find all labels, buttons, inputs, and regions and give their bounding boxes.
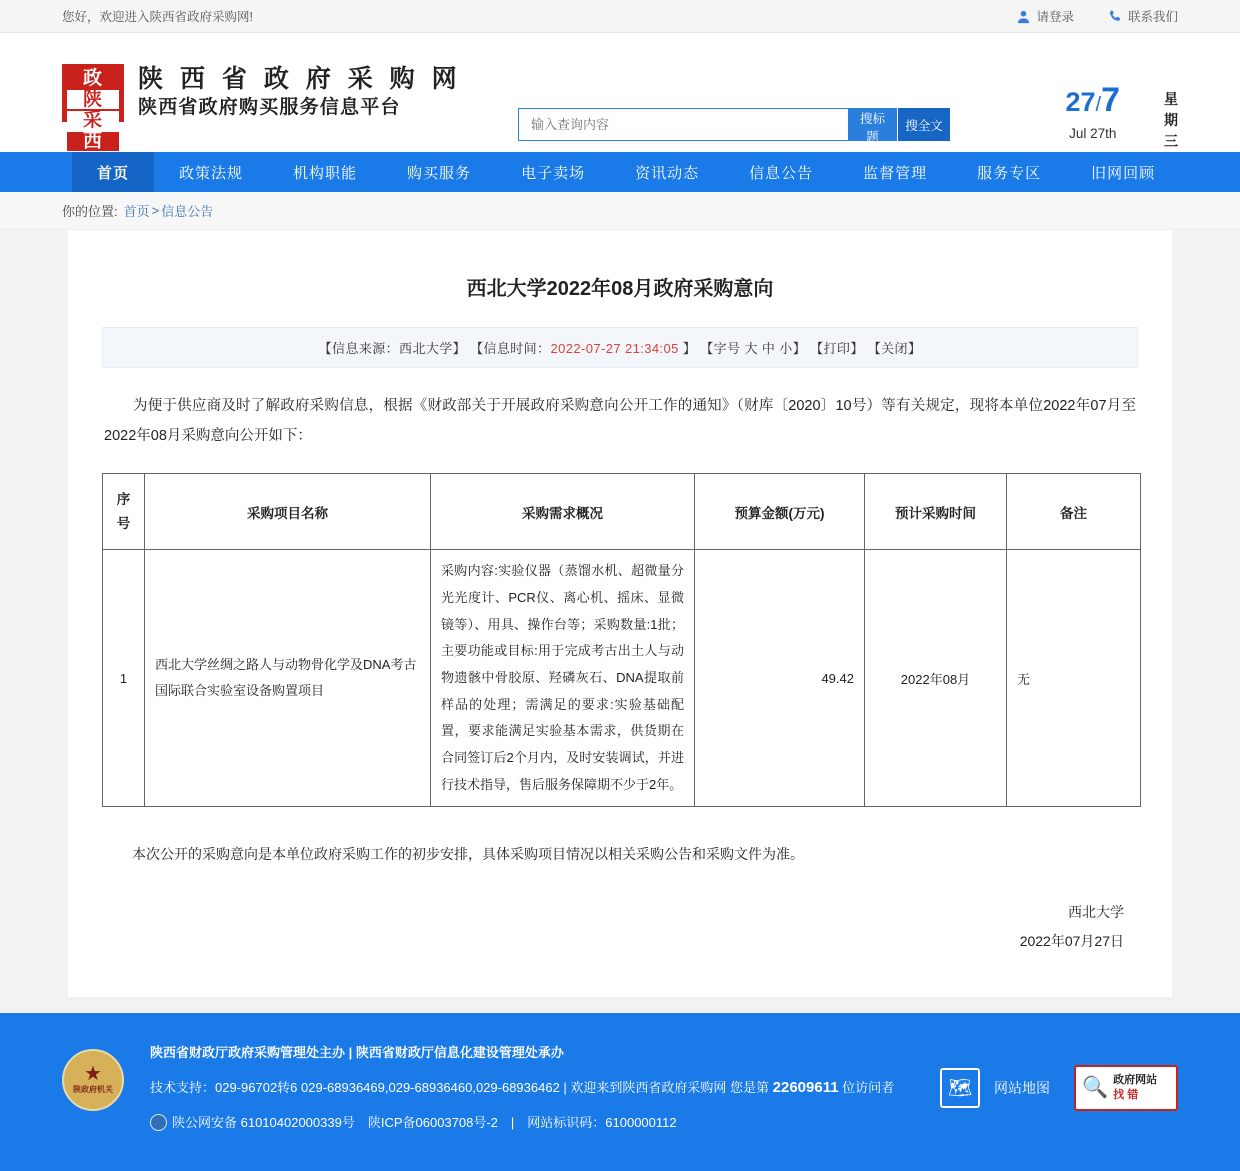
meta-fontsize-label: 【字号	[700, 341, 741, 356]
login-label: 请登录	[1036, 10, 1074, 24]
weekday-line3: 三	[1164, 133, 1178, 149]
emblem-star-icon: ★	[84, 1063, 102, 1086]
site-footer	[0, 1013, 1240, 1171]
date-month: 7	[1101, 81, 1120, 119]
search-input[interactable]	[518, 108, 848, 141]
top-bar	[0, 0, 1240, 33]
government-emblem-icon	[62, 1049, 124, 1111]
meta-source: 【信息来源：西北大学】	[318, 341, 467, 356]
fontsize-small-button[interactable]: 小	[779, 341, 793, 356]
meta-time-close: 】	[682, 341, 697, 356]
table-row	[103, 550, 1141, 807]
site-logo[interactable]	[62, 64, 462, 152]
print-button[interactable]: 【打印】	[810, 341, 864, 356]
visitor-count: 22609611	[772, 1079, 839, 1097]
logo-text	[138, 64, 462, 121]
col-header-expected-time: 预计采购时间	[865, 474, 1007, 550]
close-button[interactable]: 【关闭】	[867, 341, 922, 356]
date-day: 27	[1065, 87, 1096, 117]
col-header-project-name: 采购项目名称	[145, 474, 431, 550]
procurement-table	[102, 473, 1141, 807]
date-separator: /	[1095, 94, 1102, 116]
report-error-badge[interactable]	[1074, 1065, 1178, 1111]
cell-requirement: 采购内容:实验仪器（蒸馏水机、超微量分光光度计、PCR仪、离心机、摇床、显微镜等）、用具、操作台等；采购数量:1批；主要功能或目标:用于完成考古出土人与动物遗骸中骨胶原、羟磷灰石、DNA提取前样品的处理；需满足的要求:实验基础配置，要求能满足实验基本需求，供货期在合同签订后2个月内，及时安装调试，并进行技术指导，售后服务保障期不少于2年。	[431, 550, 695, 807]
emblem-text: 陕政府机关	[73, 1085, 113, 1095]
nav-item-purchase-service[interactable]: 购买服务	[407, 164, 472, 182]
badge-text	[1113, 1073, 1157, 1103]
nav-item-policy[interactable]: 政策法规	[179, 164, 244, 182]
map-icon[interactable]: 🗺	[940, 1068, 980, 1108]
breadcrumb-current[interactable]: 信息公告	[161, 204, 214, 219]
footer-support-prefix: 技术支持：029-96702转6 029-68936469,029-68936460,029-68936462 | 欢迎来到陕西省政府采购网 您是第	[150, 1080, 773, 1096]
nav-item-emarket[interactable]: 电子卖场	[521, 164, 586, 182]
breadcrumb-label: 你的位置:	[62, 204, 118, 219]
breadcrumb-separator: >	[151, 203, 160, 218]
cell-project-name: 西北大学丝绸之路人与动物骨化学及DNA考古国际联合实验室设备购置项目	[145, 550, 431, 807]
main-nav	[0, 152, 1240, 192]
fontsize-medium-button[interactable]: 中	[761, 341, 776, 356]
nav-item-functions[interactable]: 机构职能	[293, 164, 358, 182]
article-closing: 本次公开的采购意向是本单位政府采购工作的初步安排，具体采购项目情况以相关采购公告和采购文件为准。	[132, 846, 804, 863]
logo-mark-icon	[62, 64, 124, 152]
site-title-line2: 陕西省政府购买服务信息平台	[138, 97, 401, 119]
footer-support-suffix: 位访问者	[838, 1080, 895, 1096]
footer-text-block	[150, 1043, 914, 1148]
date-display	[1065, 83, 1120, 141]
article-meta	[102, 327, 1138, 368]
badge-line2: 找 错	[1113, 1088, 1139, 1101]
phone-icon	[1108, 9, 1123, 24]
nav-item-announcements[interactable]: 信息公告	[749, 164, 814, 182]
table-header-row	[103, 474, 1141, 550]
footer-line-organizer: 陕西省财政厅政府采购管理处主办 | 陕西省财政厅信息化建设管理处承办	[150, 1044, 564, 1060]
login-link[interactable]	[1016, 7, 1074, 25]
cell-remark: 无	[1007, 550, 1141, 807]
search-title-button[interactable]: 搜标题	[848, 108, 897, 141]
site-header	[0, 33, 1240, 152]
cell-budget: 49.42	[695, 550, 865, 807]
nav-item-news[interactable]: 资讯动态	[635, 164, 700, 182]
footer-icp-text: 陕公网安备 61010402000339号 陕ICP备06003708号-2 | 网站标识码：6100000112	[172, 1115, 677, 1131]
badge-line1: 政府网站	[1113, 1073, 1158, 1086]
article-intro: 为便于供应商及时了解政府采购信息，根据《财政部关于开展政府采购意向公开工作的通知》（财库〔2020〕10号）等有关规定，现将本单位2022年07月至2022年08月采购意向公开如下：	[104, 398, 1136, 444]
cell-index: 1	[103, 550, 145, 807]
weekday-line1: 星	[1164, 91, 1178, 107]
breadcrumb	[0, 192, 1240, 230]
footer-right-block	[940, 1065, 1178, 1111]
site-title-line1: 陕 西 省 政 府 采 购 网	[138, 65, 462, 94]
search-box	[518, 108, 950, 144]
welcome-text: 您好，欢迎进入陕西省政府采购网!	[62, 10, 253, 24]
cell-expected-time: 2022年08月	[865, 550, 1007, 807]
col-header-budget: 预算金额(万元)	[695, 474, 865, 550]
col-header-requirement: 采购需求概况	[431, 474, 695, 550]
page-body	[0, 230, 1240, 1013]
logo-char-3: 西	[67, 132, 119, 151]
signer-name: 西北大学	[1068, 903, 1124, 920]
nav-item-home[interactable]: 首页	[72, 152, 154, 192]
footer-line-support	[150, 1076, 914, 1100]
meta-fontsize-close: 】	[792, 341, 807, 356]
article-signature	[102, 898, 1138, 957]
article-card	[68, 230, 1172, 997]
contact-label: 联系我们	[1127, 10, 1178, 24]
user-icon	[1016, 9, 1031, 24]
signer-date: 2022年07月27日	[1019, 933, 1124, 950]
breadcrumb-home[interactable]: 首页	[123, 204, 150, 219]
footer-line-icp	[150, 1113, 914, 1134]
contact-link[interactable]	[1108, 7, 1178, 25]
search-fulltext-button[interactable]: 搜全文	[898, 108, 950, 141]
nav-item-service-zone[interactable]: 服务专区	[977, 164, 1042, 182]
page-title: 西北大学2022年08月政府采购意向	[466, 278, 774, 300]
weekday-line2: 期	[1164, 112, 1178, 128]
col-header-remark: 备注	[1007, 474, 1141, 550]
meta-time-label: 【信息时间：	[470, 341, 551, 356]
weekday-display	[1164, 89, 1178, 152]
magnifier-icon: 🔍	[1082, 1075, 1109, 1099]
nav-item-supervision[interactable]: 监督管理	[863, 164, 928, 182]
col-header-index: 序 号	[103, 474, 145, 550]
logo-char-0: 政	[67, 69, 119, 88]
police-badge-icon	[150, 1114, 167, 1131]
date-english: Jul 27th	[1069, 126, 1117, 141]
nav-item-old-site[interactable]: 旧网回顾	[1091, 164, 1156, 182]
logo-char-2: 采	[67, 111, 119, 130]
meta-time-value: 2022-07-27 21:34:05	[550, 341, 679, 356]
logo-char-1: 陕	[67, 90, 119, 109]
fontsize-large-button[interactable]: 大	[744, 341, 758, 356]
site-map-link[interactable]: 网站地图	[994, 1079, 1050, 1096]
